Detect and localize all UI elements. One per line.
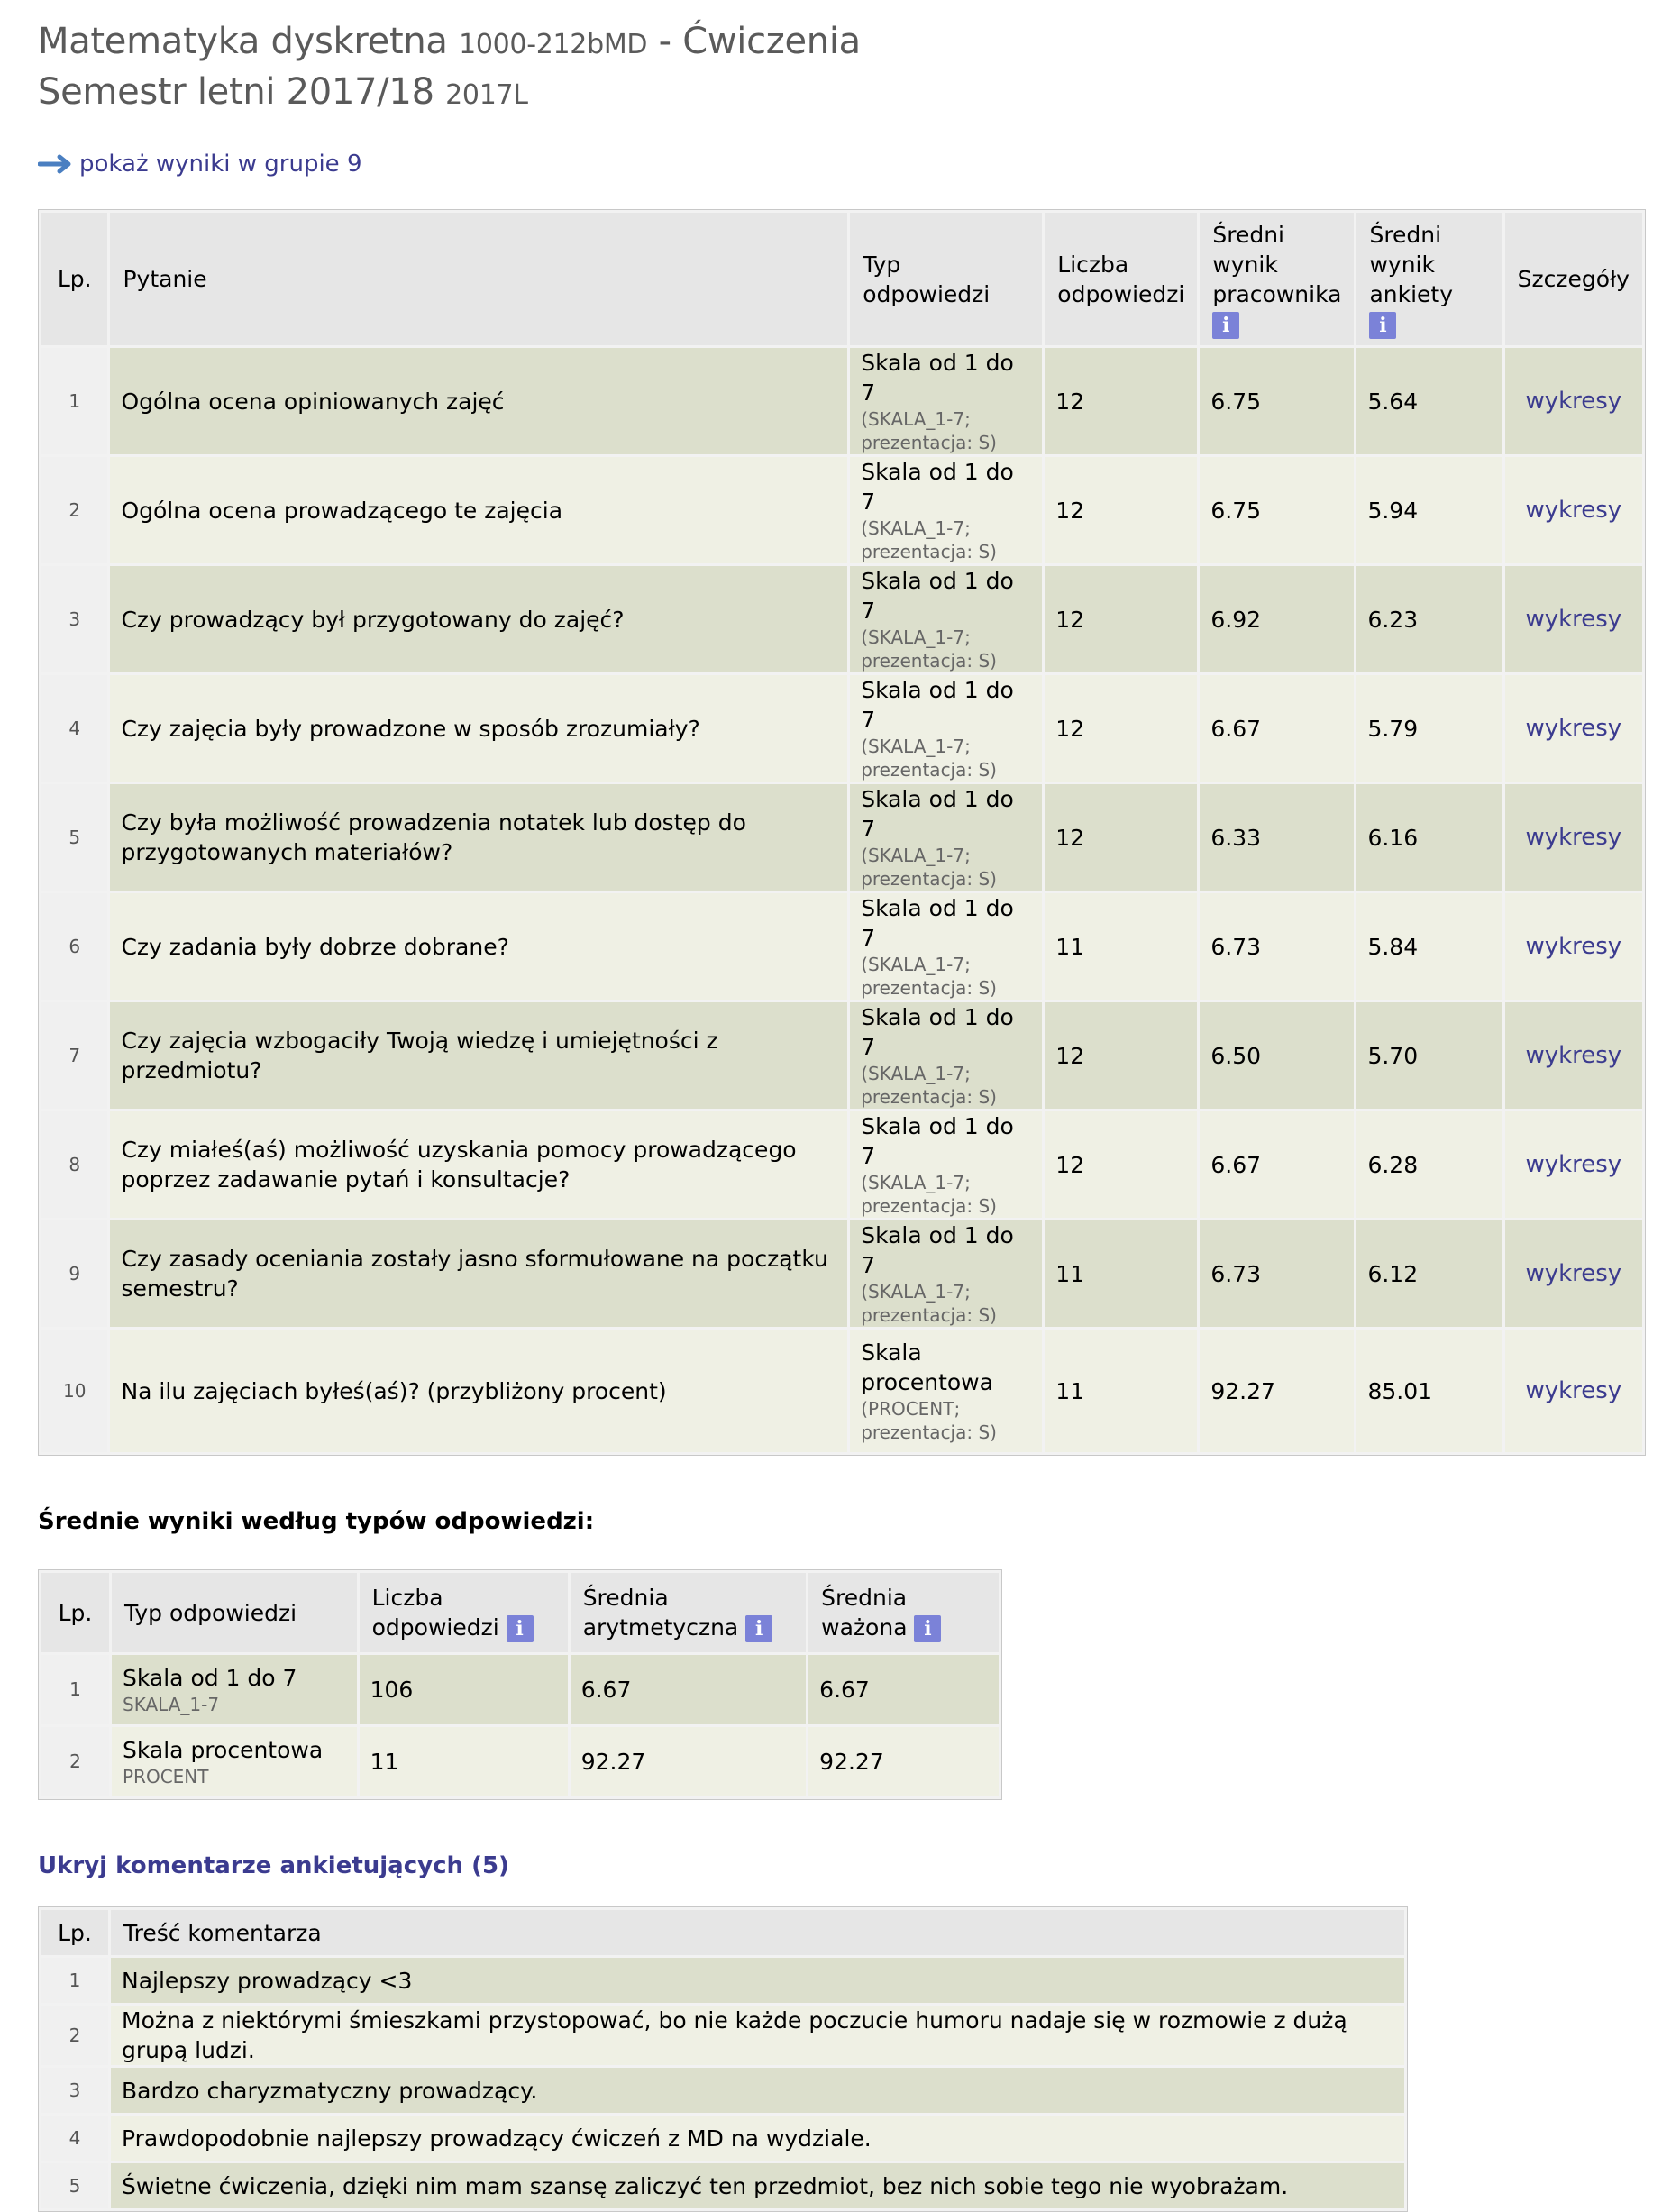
answer-count: 12 bbox=[1045, 675, 1197, 782]
survey-avg: 6.23 bbox=[1356, 566, 1502, 672]
charts-link[interactable]: wykresy bbox=[1525, 1042, 1622, 1069]
answer-type-code: (SKALA_1-7; bbox=[861, 1172, 971, 1193]
table-row bbox=[41, 1727, 999, 1796]
answer-count: 12 bbox=[1045, 348, 1197, 454]
employee-avg: 92.27 bbox=[1200, 1330, 1354, 1452]
answer-type-presentation: prezentacja: S) bbox=[861, 650, 997, 672]
employee-avg: 6.50 bbox=[1200, 1002, 1354, 1109]
charts-link[interactable]: wykresy bbox=[1525, 1151, 1622, 1178]
info-icon[interactable]: i bbox=[1369, 312, 1396, 339]
details-cell bbox=[1505, 348, 1642, 454]
col-type: Typ odpowiedzi bbox=[112, 1573, 357, 1652]
answer-type-presentation: prezentacja: S) bbox=[861, 868, 997, 890]
row-number: 8 bbox=[41, 1111, 107, 1218]
row-number: 2 bbox=[41, 2006, 108, 2065]
survey-avg: 6.28 bbox=[1356, 1111, 1502, 1218]
col-answer-count-l2: odpowiedzi bbox=[1057, 280, 1185, 307]
semester-code: 2017L bbox=[445, 79, 528, 111]
employee-avg: 6.33 bbox=[1200, 784, 1354, 891]
answer-type-label: Skala od 1 do 7 bbox=[861, 1113, 1014, 1169]
row-number: 10 bbox=[41, 1330, 107, 1452]
answer-count: 12 bbox=[1045, 1002, 1197, 1109]
survey-avg: 5.64 bbox=[1356, 348, 1502, 454]
answer-type bbox=[850, 1330, 1042, 1452]
col-survey-avg-l3: ankiety bbox=[1369, 280, 1454, 307]
table-row bbox=[41, 1958, 1404, 2003]
arith-avg: 6.67 bbox=[571, 1655, 806, 1724]
page-title bbox=[38, 18, 1642, 69]
arrow-right-icon bbox=[38, 153, 74, 175]
table-row bbox=[41, 566, 1642, 672]
info-icon[interactable]: i bbox=[507, 1615, 534, 1642]
question-text: Czy zajęcia były prowadzone w sposób zrozumiały? bbox=[110, 675, 847, 782]
answer-type-code: (SKALA_1-7; bbox=[861, 626, 971, 648]
charts-link[interactable]: wykresy bbox=[1525, 824, 1622, 851]
col-employee-avg-l3: pracownika bbox=[1212, 280, 1342, 307]
details-cell bbox=[1505, 457, 1642, 563]
answer-count: 106 bbox=[360, 1655, 568, 1724]
question-text: Czy zadania były dobrze dobrane? bbox=[110, 893, 847, 1000]
table-row bbox=[41, 893, 1642, 1000]
employee-avg: 6.67 bbox=[1200, 1111, 1354, 1218]
answer-type bbox=[850, 348, 1042, 454]
col-survey-avg-l2: wynik bbox=[1369, 251, 1435, 278]
question-text: Czy zajęcia wzbogaciły Twoją wiedzę i umiejętności z przedmiotu? bbox=[110, 1002, 847, 1109]
answer-count: 11 bbox=[1045, 1220, 1197, 1327]
answer-type bbox=[112, 1655, 357, 1724]
answer-type-presentation: prezentacja: S) bbox=[861, 1304, 997, 1326]
row-number: 3 bbox=[41, 566, 107, 672]
col-arith-l1: Średnia bbox=[582, 1585, 669, 1611]
row-number: 1 bbox=[41, 1655, 109, 1724]
details-cell bbox=[1505, 893, 1642, 1000]
survey-avg: 5.94 bbox=[1356, 457, 1502, 563]
col-answer-type: Typ odpowiedzi bbox=[850, 213, 1042, 345]
info-icon[interactable]: i bbox=[745, 1615, 772, 1642]
row-number: 7 bbox=[41, 1002, 107, 1109]
answer-count: 12 bbox=[1045, 1111, 1197, 1218]
col-employee-avg-l2: wynik bbox=[1212, 251, 1278, 278]
row-number: 6 bbox=[41, 893, 107, 1000]
details-cell bbox=[1505, 566, 1642, 672]
employee-avg: 6.75 bbox=[1200, 348, 1354, 454]
course-name: Matematyka dyskretna bbox=[38, 21, 448, 62]
answer-type-presentation: prezentacja: S) bbox=[861, 1421, 997, 1443]
hide-comments-link[interactable]: Ukryj komentarze ankietujących (5) bbox=[38, 1852, 509, 1879]
row-number: 5 bbox=[41, 2163, 108, 2208]
charts-link[interactable]: wykresy bbox=[1525, 1260, 1622, 1287]
charts-link[interactable]: wykresy bbox=[1525, 606, 1622, 633]
survey-avg: 5.84 bbox=[1356, 893, 1502, 1000]
col-answer-count bbox=[1045, 213, 1197, 345]
row-number: 9 bbox=[41, 1220, 107, 1327]
arith-avg: 92.27 bbox=[571, 1727, 806, 1796]
answer-type-code: SKALA_1-7 bbox=[123, 1694, 220, 1715]
col-weighted-l1: Średnia bbox=[821, 1585, 908, 1611]
employee-avg: 6.75 bbox=[1200, 457, 1354, 563]
answer-type-code: (SKALA_1-7; bbox=[861, 1063, 971, 1084]
table-row bbox=[41, 457, 1642, 563]
col-question: Pytanie bbox=[110, 213, 847, 345]
answer-type-presentation: prezentacja: S) bbox=[861, 977, 997, 999]
answer-type bbox=[850, 784, 1042, 891]
survey-avg: 6.16 bbox=[1356, 784, 1502, 891]
comment-text: Świetne ćwiczenia, dzięki nim mam szansę zaliczyć ten przedmiot, bez nich sobie tego nie wyobrażam. bbox=[111, 2163, 1404, 2208]
answer-type-label: Skala od 1 do 7 bbox=[861, 895, 1014, 951]
col-employee-avg bbox=[1200, 213, 1354, 345]
charts-link[interactable]: wykresy bbox=[1525, 497, 1622, 524]
details-cell bbox=[1505, 675, 1642, 782]
survey-avg: 6.12 bbox=[1356, 1220, 1502, 1327]
employee-avg: 6.67 bbox=[1200, 675, 1354, 782]
answer-type-code: (SKALA_1-7; bbox=[861, 408, 971, 430]
answer-type-code: (SKALA_1-7; bbox=[861, 954, 971, 975]
survey-avg: 5.70 bbox=[1356, 1002, 1502, 1109]
semester-name: Semestr letni 2017/18 bbox=[38, 71, 434, 113]
table-row bbox=[41, 1111, 1642, 1218]
details-cell bbox=[1505, 1330, 1642, 1452]
col-arith bbox=[571, 1573, 806, 1652]
row-number: 3 bbox=[41, 2068, 108, 2113]
comment-text: Prawdopodobnie najlepszy prowadzący ćwiczeń z MD na wydziale. bbox=[111, 2116, 1404, 2161]
answer-type-label: Skala od 1 do 7 bbox=[123, 1665, 297, 1691]
answer-type-label: Skala procentowa bbox=[861, 1339, 993, 1395]
charts-link[interactable]: wykresy bbox=[1525, 933, 1622, 960]
answer-type bbox=[850, 675, 1042, 782]
question-text: Czy była możliwość prowadzenia notatek lub dostęp do przygotowanych materiałów? bbox=[110, 784, 847, 891]
details-cell bbox=[1505, 1002, 1642, 1109]
answer-type-label: Skala od 1 do 7 bbox=[861, 1222, 1014, 1278]
title-dash: - bbox=[658, 21, 671, 62]
table-row bbox=[41, 2006, 1404, 2065]
survey-avg: 5.79 bbox=[1356, 675, 1502, 782]
table-row bbox=[41, 2163, 1404, 2208]
answer-type bbox=[850, 1002, 1042, 1109]
table-row bbox=[41, 2068, 1404, 2113]
table-row bbox=[41, 1002, 1642, 1109]
answer-count: 11 bbox=[1045, 1330, 1197, 1452]
summary-body bbox=[41, 1655, 999, 1796]
table-row bbox=[41, 2116, 1404, 2161]
page bbox=[38, 18, 1642, 2212]
answer-count: 11 bbox=[1045, 893, 1197, 1000]
results-body bbox=[41, 348, 1642, 1452]
question-text: Czy prowadzący był przygotowany do zajęć? bbox=[110, 566, 847, 672]
question-text: Czy zasady oceniania zostały jasno sformułowane na początku semestru? bbox=[110, 1220, 847, 1327]
answer-count: 12 bbox=[1045, 784, 1197, 891]
comments-header-row bbox=[41, 1910, 1404, 1955]
row-number: 4 bbox=[41, 675, 107, 782]
show-group-results-link[interactable]: pokaż wyniki w grupie 9 bbox=[79, 151, 362, 178]
comments-body bbox=[41, 1958, 1404, 2208]
col-lp: Lp. bbox=[41, 1573, 109, 1652]
table-row bbox=[41, 675, 1642, 782]
summary-title: Średnie wyniki według typów odpowiedzi: bbox=[38, 1508, 595, 1535]
answer-type-code: (SKALA_1-7; bbox=[861, 517, 971, 539]
course-code: 1000-212bMD bbox=[459, 29, 648, 60]
comment-text: Najlepszy prowadzący <3 bbox=[111, 1958, 1404, 2003]
question-text: Na ilu zajęciach byłeś(aś)? (przybliżony procent) bbox=[110, 1330, 847, 1452]
col-weighted bbox=[808, 1573, 999, 1652]
col-arith-l2: arytmetyczna bbox=[582, 1614, 739, 1641]
results-header-row bbox=[41, 213, 1642, 345]
col-count bbox=[360, 1573, 568, 1652]
answer-type-code: (SKALA_1-7; bbox=[861, 736, 971, 757]
employee-avg: 6.73 bbox=[1200, 893, 1354, 1000]
col-employee-avg-l1: Średni bbox=[1212, 221, 1284, 248]
answer-type-presentation: prezentacja: S) bbox=[861, 1086, 997, 1108]
answer-type-presentation: prezentacja: S) bbox=[861, 541, 997, 562]
table-row bbox=[41, 348, 1642, 454]
answer-type-label: Skala od 1 do 7 bbox=[861, 568, 1014, 624]
answer-count: 12 bbox=[1045, 566, 1197, 672]
survey-avg: 85.01 bbox=[1356, 1330, 1502, 1452]
answer-type bbox=[112, 1727, 357, 1796]
answer-type bbox=[850, 1220, 1042, 1327]
row-number: 1 bbox=[41, 1958, 108, 2003]
answer-type bbox=[850, 566, 1042, 672]
col-details: Szczegóły bbox=[1505, 213, 1642, 345]
answer-type-code: (PROCENT; bbox=[861, 1398, 961, 1420]
summary-table bbox=[38, 1569, 1002, 1800]
question-text: Ogólna ocena prowadzącego te zajęcia bbox=[110, 457, 847, 563]
col-lp: Lp. bbox=[41, 1910, 108, 1955]
answer-type-code: PROCENT bbox=[123, 1766, 209, 1787]
answer-type-code: (SKALA_1-7; bbox=[861, 845, 971, 866]
answer-type-label: Skala od 1 do 7 bbox=[861, 350, 1014, 406]
comment-text: Bardzo charyzmatyczny prowadzący. bbox=[111, 2068, 1404, 2113]
details-cell bbox=[1505, 784, 1642, 891]
row-number: 4 bbox=[41, 2116, 108, 2161]
answer-type-code: (SKALA_1-7; bbox=[861, 1281, 971, 1303]
answer-type-label: Skala od 1 do 7 bbox=[861, 1004, 1014, 1060]
row-number: 5 bbox=[41, 784, 107, 891]
class-type: Ćwiczenia bbox=[682, 21, 861, 62]
answer-type-label: Skala od 1 do 7 bbox=[861, 677, 1014, 733]
question-text: Czy miałeś(aś) możliwość uzyskania pomocy prowadzącego poprzez zadawanie pytań i konsultacje? bbox=[110, 1111, 847, 1218]
answer-count: 11 bbox=[360, 1727, 568, 1796]
question-text: Ogólna ocena opiniowanych zajęć bbox=[110, 348, 847, 454]
answer-type-label: Skala procentowa bbox=[123, 1737, 324, 1763]
answer-type-presentation: prezentacja: S) bbox=[861, 759, 997, 781]
info-icon[interactable]: i bbox=[1212, 312, 1239, 339]
details-cell bbox=[1505, 1111, 1642, 1218]
col-count-l2: odpowiedzi bbox=[371, 1614, 499, 1641]
col-count-l1: Liczba bbox=[371, 1585, 443, 1611]
group-link-row bbox=[38, 146, 1642, 182]
row-number: 2 bbox=[41, 1727, 109, 1796]
row-number: 2 bbox=[41, 457, 107, 563]
col-comment: Treść komentarza bbox=[111, 1910, 1404, 1955]
col-survey-avg bbox=[1356, 213, 1502, 345]
charts-link[interactable]: wykresy bbox=[1525, 715, 1622, 742]
table-row bbox=[41, 784, 1642, 891]
answer-type bbox=[850, 1111, 1042, 1218]
answer-type-presentation: prezentacja: S) bbox=[861, 1195, 997, 1217]
col-weighted-l2: ważona bbox=[821, 1614, 908, 1641]
semester-title bbox=[38, 69, 1642, 119]
employee-avg: 6.73 bbox=[1200, 1220, 1354, 1327]
comments-table bbox=[38, 1906, 1408, 2212]
answer-count: 12 bbox=[1045, 457, 1197, 563]
row-number: 1 bbox=[41, 348, 107, 454]
col-lp: Lp. bbox=[41, 213, 107, 345]
col-survey-avg-l1: Średni bbox=[1369, 221, 1442, 248]
col-answer-count-l1: Liczba bbox=[1057, 251, 1129, 278]
comment-text: Można z niektórymi śmieszkami przystopować, bo nie każde poczucie humoru nadaje się w rozmowie z dużą grupą ludzi. bbox=[111, 2006, 1404, 2065]
answer-type bbox=[850, 457, 1042, 563]
answer-type-presentation: prezentacja: S) bbox=[861, 432, 997, 453]
answer-type-label: Skala od 1 do 7 bbox=[861, 459, 1014, 515]
info-icon[interactable]: i bbox=[914, 1615, 941, 1642]
weighted-avg: 92.27 bbox=[808, 1727, 999, 1796]
results-table bbox=[38, 209, 1646, 1456]
table-row bbox=[41, 1655, 999, 1724]
details-cell bbox=[1505, 1220, 1642, 1327]
answer-type bbox=[850, 893, 1042, 1000]
answer-type-label: Skala od 1 do 7 bbox=[861, 786, 1014, 842]
table-row bbox=[41, 1220, 1642, 1327]
charts-link[interactable]: wykresy bbox=[1525, 1377, 1622, 1404]
employee-avg: 6.92 bbox=[1200, 566, 1354, 672]
weighted-avg: 6.67 bbox=[808, 1655, 999, 1724]
summary-header-row bbox=[41, 1573, 999, 1652]
table-row bbox=[41, 1330, 1642, 1452]
charts-link[interactable]: wykresy bbox=[1525, 388, 1622, 415]
